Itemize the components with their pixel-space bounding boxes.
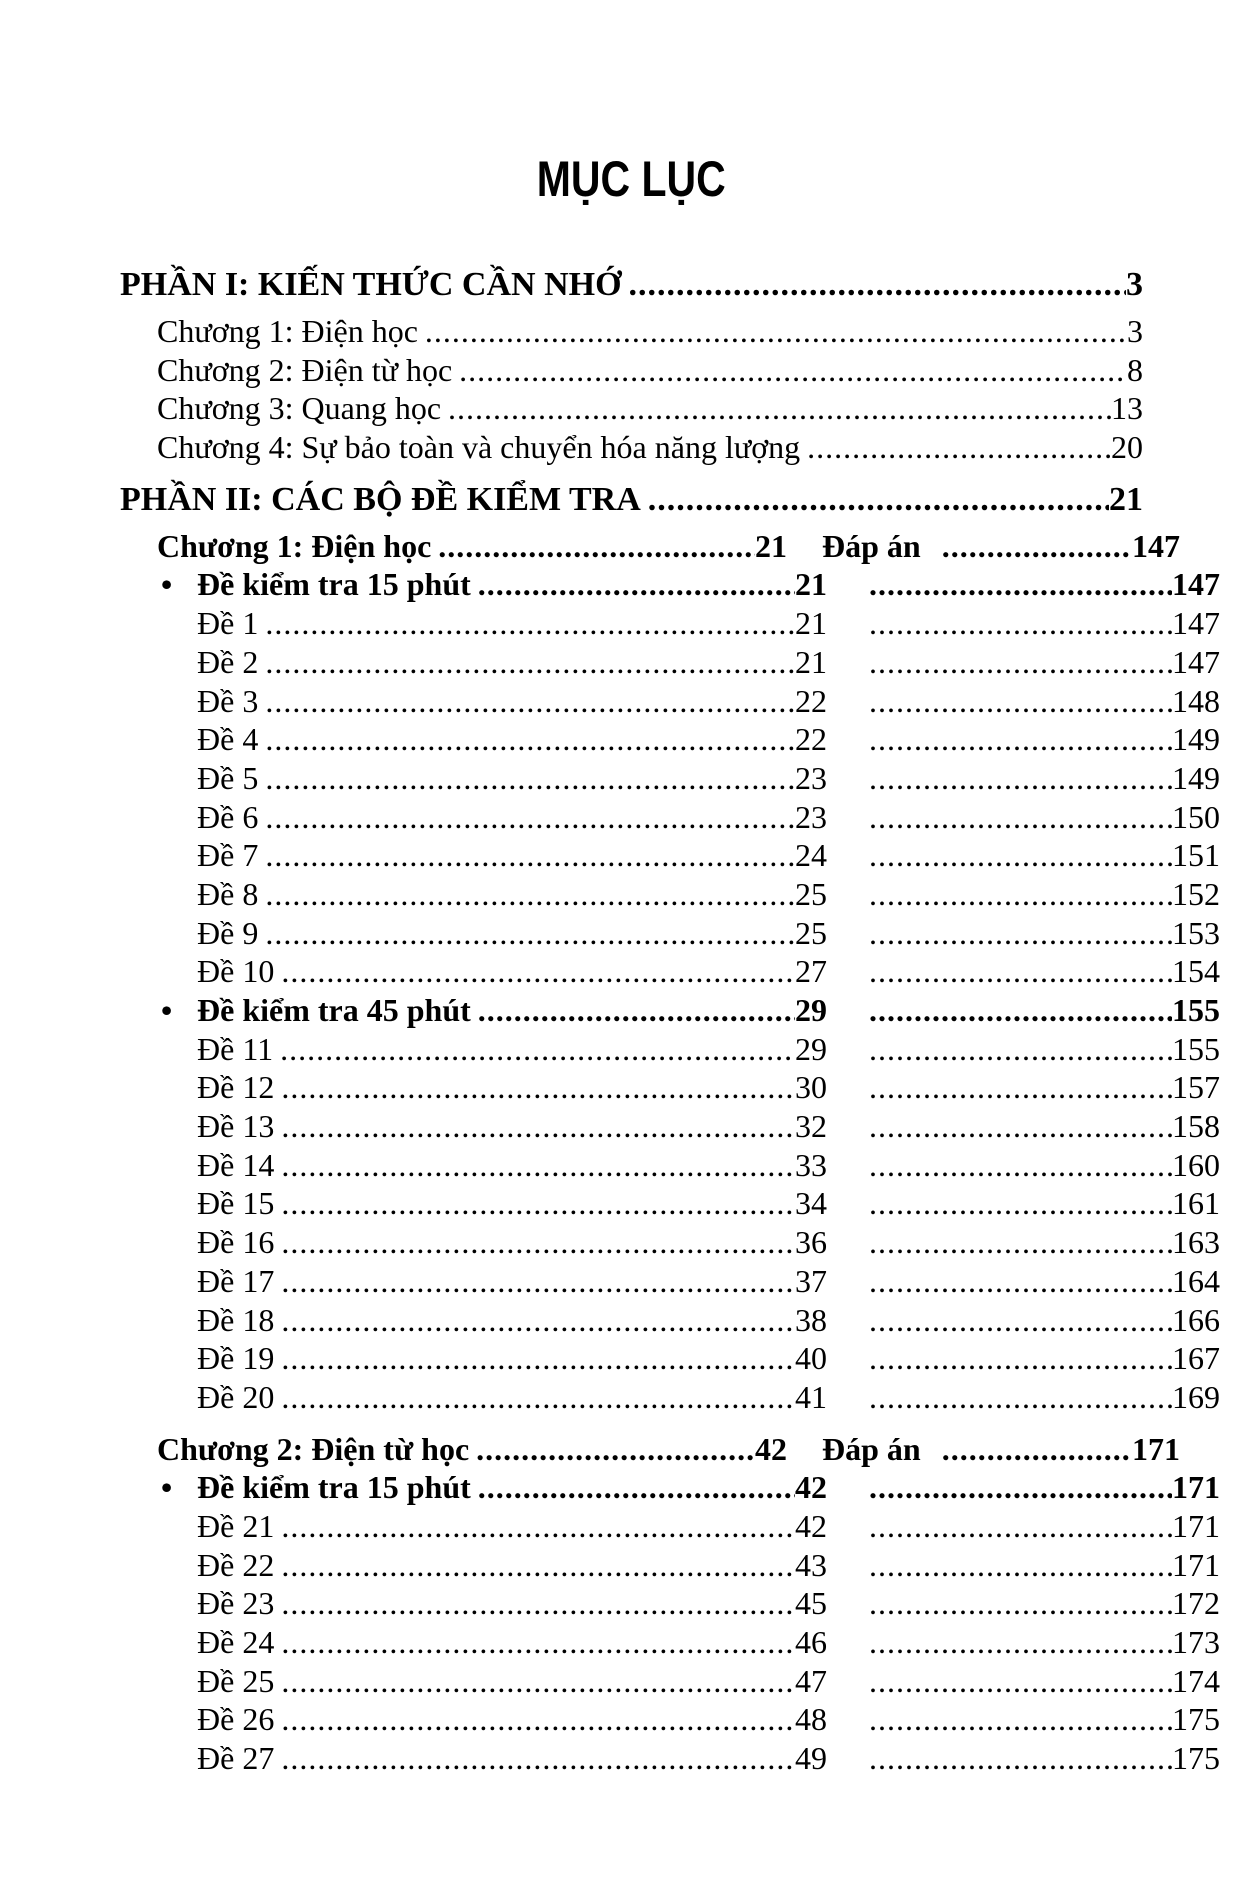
row-label: Đề 23 [197,1585,275,1622]
leader-dots [862,1584,1172,1623]
leader-dots [862,991,1172,1030]
toc-row [120,759,1220,798]
answer-page-number: 166 [1172,1301,1220,1338]
leader-dots [471,1468,795,1507]
row-label: Đề 18 [197,1301,275,1338]
leader-dots [273,1030,795,1069]
toc-row-answer [862,1184,1220,1223]
page-number: 38 [795,1301,827,1338]
toc-row-left [120,991,827,1030]
leader-dots [274,1184,795,1223]
page-number: 24 [795,837,827,874]
answer-page-number: 157 [1172,1069,1220,1106]
toc-row [120,527,1180,566]
leader-dots [274,1146,795,1185]
toc-row-left [120,1662,827,1701]
row-label: Đề 24 [197,1624,275,1660]
answer-page-number: 147 [1172,605,1220,642]
leader-dots [274,1107,795,1146]
row-label: Đề 15 [197,1185,275,1222]
answer-page-number: 163 [1172,1224,1220,1261]
toc-part-2 [120,477,1220,1778]
toc-row-left [120,1507,827,1546]
toc-chapter-row [120,389,1143,428]
toc-row-answer [862,1623,1220,1662]
leader-dots [862,682,1172,721]
row-label: Đề 3 [197,682,259,719]
answer-page-number: 153 [1172,914,1220,951]
toc-row [120,1339,1220,1378]
toc-row [120,1739,1220,1778]
toc-part-1 [120,262,1143,467]
toc-row-answer [862,1378,1220,1417]
bullet-icon: • [161,566,173,603]
leader-dots [274,1739,795,1778]
row-label: Đề 9 [197,914,259,951]
toc-row-answer [862,1301,1220,1340]
row-label: Đề 26 [197,1701,275,1738]
leader-dots [258,798,795,837]
page-number: 37 [795,1262,827,1299]
leader-dots [258,682,795,721]
toc-row-answer [862,1546,1220,1585]
toc-row-answer [862,914,1220,953]
toc-row-answer [862,1339,1220,1378]
toc-row-answer [862,720,1220,759]
page-number: 30 [795,1069,827,1106]
toc-row-left [120,682,827,721]
part1-chapter-list [120,312,1143,467]
row-label: Đề 16 [197,1224,275,1261]
page-number: 29 [795,1030,827,1067]
page-number: 27 [795,953,827,990]
page-number: 34 [795,1185,827,1222]
answer-page-number: 151 [1172,837,1220,874]
toc-row [120,1262,1220,1301]
leader-dots [471,565,795,604]
page-number: 22 [795,682,827,719]
leader-dots [935,1430,1132,1469]
toc-row-left [120,604,827,643]
toc-chapter-row [120,351,1143,390]
bullet-icon: • [161,1469,173,1506]
page-number: 25 [795,875,827,912]
answer-page-number: 160 [1172,1146,1220,1183]
leader-dots [862,1739,1172,1778]
page-number: 23 [795,798,827,835]
toc-row [120,1301,1220,1340]
toc-row [120,1623,1220,1662]
row-label: Đề 14 [197,1146,275,1183]
toc-row-left [120,1468,827,1507]
row-label: Chương 1: Điện học [157,527,432,564]
answer-page-number: 148 [1172,682,1220,719]
answer-page-number: 174 [1172,1662,1220,1699]
leader-dots [258,759,795,798]
leader-dots [862,875,1172,914]
toc-row-left [120,1301,827,1340]
page-number: 48 [795,1701,827,1738]
page-number: 21 [795,566,827,603]
leader-dots [862,1262,1172,1301]
toc-row-answer [862,1030,1220,1069]
toc-row [120,952,1220,991]
toc-row-left [120,720,827,759]
toc-row-answer [862,1700,1220,1739]
leader-dots [471,991,795,1030]
toc-row-left [120,1623,827,1662]
toc-row-answer [862,604,1220,643]
toc-row-answer [862,991,1220,1030]
toc-row-left [120,914,827,953]
toc-row-left [120,1546,827,1585]
leader-dots [274,1507,795,1546]
toc-row-answer [822,1430,1180,1469]
toc-row [120,565,1220,604]
leader-dots [935,527,1132,566]
leader-dots [862,1301,1172,1340]
toc-row-answer [862,1068,1220,1107]
toc-row [120,643,1220,682]
leader-dots [862,1546,1172,1585]
leader-dots [258,914,795,953]
toc-row-answer [862,1262,1220,1301]
answer-page-number: 173 [1172,1624,1220,1660]
leader-dots [274,1700,795,1739]
toc-row [120,1068,1220,1107]
answer-page-number: 152 [1172,875,1220,912]
toc-row-answer [862,1223,1220,1262]
leader-dots [274,1301,795,1340]
answer-page-number: 172 [1172,1585,1220,1622]
leader-dots [258,875,795,914]
answer-page-number: 175 [1172,1701,1220,1738]
answer-page-number: 149 [1172,721,1220,758]
toc-chapter-row [120,428,1143,467]
leader-dots [862,604,1172,643]
toc-row-left [120,875,827,914]
toc-row-answer [862,1146,1220,1185]
leader-dots [258,836,795,875]
answer-page-number: 158 [1172,1108,1220,1145]
page-number: 40 [795,1340,827,1377]
toc-row [120,1546,1220,1585]
answer-label: Đáp án [822,1430,921,1467]
toc-row-left [120,1030,827,1069]
leader-dots [862,1030,1172,1069]
row-label: Đề 25 [197,1662,275,1699]
page-number: 21 [1109,480,1143,518]
page-number: 42 [755,1430,787,1467]
row-label: Đề 21 [197,1507,275,1544]
row-label: Đề 10 [197,953,275,990]
leader-dots [274,1262,795,1301]
leader-dots [862,1662,1172,1701]
leader-dots [274,1378,795,1417]
leader-dots [862,1468,1172,1507]
page-number: 21 [755,527,787,564]
leader-dots [862,565,1172,604]
row-label: Đề 19 [197,1340,275,1377]
leader-dots [274,952,795,991]
row-label: Đề 20 [197,1378,275,1415]
toc-row-answer [822,527,1180,566]
toc-row [120,1378,1220,1417]
page-number: 8 [1127,351,1143,388]
answer-page-number: 150 [1172,798,1220,835]
toc-row-left [120,1378,827,1417]
answer-page-number: 155 [1172,992,1220,1028]
toc-row [120,914,1220,953]
toc-row [120,1700,1220,1739]
answer-page-number: 149 [1172,759,1220,796]
row-label: Đề 1 [197,605,259,642]
page-number: 21 [795,605,827,642]
toc-row-left [120,1339,827,1378]
toc-row [120,1184,1220,1223]
page-number: 13 [1111,390,1143,427]
toc-row-left [120,798,827,837]
leader-dots [258,720,795,759]
leader-dots [800,428,1111,467]
page-number: 21 [795,643,827,680]
leader-dots [862,759,1172,798]
part1-heading-label: PHẦN I: KIẾN THỨC CẦN NHỚ [120,266,622,303]
toc-row-left [120,1739,827,1778]
toc-row-left [120,565,827,604]
page-number: 3 [1126,266,1143,303]
page-number: 47 [795,1662,827,1699]
toc-row-left [120,1262,827,1301]
chapter-label: Chương 3: Quang học [157,390,442,427]
toc-row-left [120,1584,827,1623]
part2-row-list [120,527,1220,1778]
row-label: Đề 4 [197,721,259,758]
page-number: 32 [795,1108,827,1145]
answer-page-number: 175 [1172,1740,1220,1777]
answer-page-number: 154 [1172,953,1220,990]
toc-row-left [120,1068,827,1107]
toc-row-answer [862,798,1220,837]
toc-row [120,1030,1220,1069]
page-number: 25 [795,914,827,951]
leader-dots [862,720,1172,759]
toc-row-answer [862,682,1220,721]
toc-row-left [120,836,827,875]
leader-dots [862,1223,1172,1262]
leader-dots [274,1546,795,1585]
toc-row-left [120,1146,827,1185]
part2-heading-row [120,477,1143,523]
toc-row-answer [862,1662,1220,1701]
page-number: 29 [795,992,827,1028]
toc-row-answer [862,1468,1220,1507]
answer-page-number: 147 [1172,643,1220,680]
toc-row-left [120,759,827,798]
toc-row-left [120,1184,827,1223]
row-label: Đề 6 [197,798,259,835]
toc-row [120,836,1220,875]
leader-dots [862,836,1172,875]
leader-dots [641,477,1109,523]
page-number: 46 [795,1624,827,1660]
leader-dots [862,914,1172,953]
leader-dots [274,1223,795,1262]
leader-dots [452,351,1127,390]
answer-page-number: 167 [1172,1340,1220,1377]
leader-dots [862,1507,1172,1546]
toc-row-left [120,952,827,991]
leader-dots [862,1068,1172,1107]
row-label: Đề 8 [197,875,259,912]
leader-dots [274,1068,795,1107]
leader-dots [441,389,1111,428]
leader-dots [469,1430,755,1469]
leader-dots [274,1339,795,1378]
bullet-icon: • [161,992,173,1028]
row-label: Đề 7 [197,837,259,874]
toc-row-answer [862,565,1220,604]
page-number: 23 [795,759,827,796]
toc-row-answer [862,1507,1220,1546]
toc-row [120,1430,1180,1469]
leader-dots [258,643,795,682]
page-number: 36 [795,1224,827,1261]
answer-page-number: 171 [1132,1430,1180,1467]
toc-row [120,1468,1220,1507]
chapter-label: Chương 2: Điện từ học [157,351,453,388]
answer-page-number: 161 [1172,1185,1220,1222]
row-label: Đề kiểm tra 15 phút [197,1469,471,1506]
toc-row-left [120,643,827,682]
answer-page-number: 147 [1132,527,1180,564]
answer-label: Đáp án [822,527,921,564]
toc-row [120,798,1220,837]
answer-page-number: 147 [1172,566,1220,603]
row-label: Đề 17 [197,1262,275,1299]
toc-row-left [120,1430,787,1469]
toc-row [120,1584,1220,1623]
toc-row-answer [862,836,1220,875]
toc-row [120,1662,1220,1701]
toc-row [120,1223,1220,1262]
toc-row-answer [862,952,1220,991]
leader-dots [274,1623,795,1662]
toc-row-left [120,1107,827,1146]
page-title [120,150,1143,208]
page-title-text: MỤC LỤC [536,151,727,207]
toc-row [120,682,1220,721]
toc-row [120,1107,1220,1146]
toc-row [120,720,1220,759]
leader-dots [862,1339,1172,1378]
leader-dots [862,1700,1172,1739]
toc-row [120,991,1220,1030]
row-label: Đề 27 [197,1740,275,1777]
row-label: Đề 2 [197,643,259,680]
leader-dots [258,604,795,643]
leader-dots [431,527,755,566]
leader-dots [418,312,1127,351]
row-label: Đề 22 [197,1546,275,1583]
page-number: 22 [795,721,827,758]
toc-row [120,1507,1220,1546]
page-number: 43 [795,1546,827,1583]
toc-row-left [120,527,787,566]
answer-page-number: 164 [1172,1262,1220,1299]
toc-row [120,604,1220,643]
toc-row-answer [862,759,1220,798]
toc-row-answer [862,875,1220,914]
leader-dots [862,952,1172,991]
leader-dots [862,798,1172,837]
leader-dots [862,1623,1172,1662]
page-number: 49 [795,1740,827,1777]
answer-page-number: 171 [1172,1507,1220,1544]
page-number: 45 [795,1585,827,1622]
row-label: Đề kiểm tra 15 phút [197,566,471,603]
leader-dots [862,1146,1172,1185]
leader-dots [274,1662,795,1701]
chapter-label: Chương 4: Sự bảo toàn và chuyển hóa năng lượng [157,429,801,466]
page-number: 42 [795,1469,827,1506]
page-number: 42 [795,1507,827,1544]
toc-row [120,1146,1220,1185]
row-label: Đề 12 [197,1069,275,1106]
page-number: 20 [1111,429,1143,466]
row-label: Đề kiểm tra 45 phút [197,992,471,1028]
chapter-label: Chương 1: Điện học [157,313,418,349]
leader-dots [622,262,1126,308]
row-label: Đề 5 [197,759,259,796]
answer-page-number: 171 [1172,1469,1220,1506]
toc-row-answer [862,1584,1220,1623]
toc-row-answer [862,643,1220,682]
page-number: 41 [795,1378,827,1415]
leader-dots [862,1184,1172,1223]
answer-page-number: 171 [1172,1546,1220,1583]
toc-chapter-row [120,312,1143,351]
part2-heading-label: PHẦN II: CÁC BỘ ĐỀ KIỂM TRA [120,480,641,518]
part1-heading-row [120,262,1143,308]
row-label: Đề 13 [197,1108,275,1145]
answer-page-number: 155 [1172,1030,1220,1067]
toc-row-answer [862,1107,1220,1146]
leader-dots [862,1378,1172,1417]
toc-row-answer [862,1739,1220,1778]
page-number: 33 [795,1146,827,1183]
row-label: Đề 11 [197,1030,274,1067]
leader-dots [274,1584,795,1623]
leader-dots [862,643,1172,682]
toc-row [120,875,1220,914]
page-number: 3 [1127,313,1143,349]
answer-page-number: 169 [1172,1378,1220,1415]
row-label: Chương 2: Điện từ học [157,1430,470,1467]
toc-row-left [120,1700,827,1739]
toc-row-left [120,1223,827,1262]
leader-dots [862,1107,1172,1146]
